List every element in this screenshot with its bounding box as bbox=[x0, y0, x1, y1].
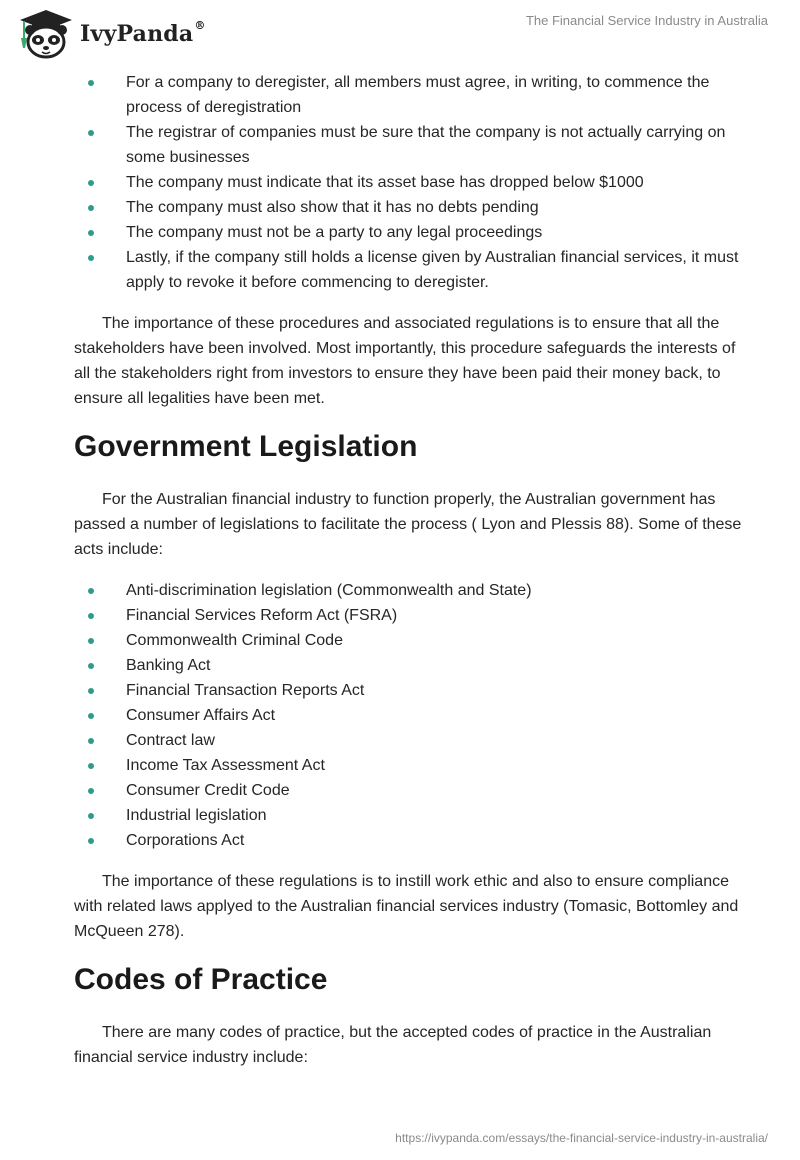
page-header bbox=[0, 0, 800, 64]
heading-codes-of-practice: Codes of Practice bbox=[74, 963, 328, 996]
bullet-icon bbox=[88, 588, 94, 594]
deregistration-list bbox=[74, 70, 754, 295]
list-item: Contract law bbox=[74, 728, 754, 753]
list-item: Industrial legislation bbox=[74, 803, 754, 828]
panda-graduate-icon[interactable] bbox=[16, 8, 76, 60]
bullet-icon bbox=[88, 813, 94, 819]
list-item: Financial Transaction Reports Act bbox=[74, 678, 754, 703]
brand-logo-text[interactable]: IvyPanda® bbox=[80, 18, 206, 47]
list-item: The company must not be a party to any legal proceedings bbox=[74, 220, 754, 245]
bullet-icon bbox=[88, 255, 94, 261]
paragraph-regulations-importance: The importance of these regulations is to instill work ethic and also to ensure compliance with related laws applyed to the Australian financial services industry (Tomasic, Bottomley and McQueen 278). bbox=[74, 873, 739, 940]
bullet-icon bbox=[88, 230, 94, 236]
list-item: The registrar of companies must be sure that the company is not actually carrying on some businesses bbox=[74, 120, 754, 170]
list-item: Financial Services Reform Act (FSRA) bbox=[74, 603, 754, 628]
bullet-icon bbox=[88, 80, 94, 86]
list-item: Lastly, if the company still holds a license given by Australian financial services, it must apply to revoke it before commencing to deregister. bbox=[74, 245, 754, 295]
list-item: Income Tax Assessment Act bbox=[74, 753, 754, 778]
list-item: For a company to deregister, all members must agree, in writing, to commence the process of deregistration bbox=[74, 70, 754, 120]
paragraph-legislation-intro: For the Australian financial industry to function properly, the Australian government has passed a number of legislations to facilitate the process ( Lyon and Plessis 88). Some of these acts include: bbox=[74, 491, 742, 558]
list-item: Consumer Credit Code bbox=[74, 778, 754, 803]
bullet-icon bbox=[88, 763, 94, 769]
bullet-icon bbox=[88, 838, 94, 844]
bullet-icon bbox=[88, 130, 94, 136]
list-item: Anti-discrimination legislation (Commonwealth and State) bbox=[74, 578, 754, 603]
list-item: The company must indicate that its asset base has dropped below $1000 bbox=[74, 170, 754, 195]
bullet-icon bbox=[88, 613, 94, 619]
list-item: The company must also show that it has no debts pending bbox=[74, 195, 754, 220]
bullet-icon bbox=[88, 638, 94, 644]
list-item: Consumer Affairs Act bbox=[74, 703, 754, 728]
article-body bbox=[74, 70, 754, 1070]
bullet-icon bbox=[88, 738, 94, 744]
legislation-list bbox=[74, 578, 754, 853]
bullet-icon bbox=[88, 688, 94, 694]
list-item: Commonwealth Criminal Code bbox=[74, 628, 754, 653]
bullet-icon bbox=[88, 713, 94, 719]
list-item: Banking Act bbox=[74, 653, 754, 678]
source-url-link[interactable]: https://ivypanda.com/essays/the-financial-service-industry-in-australia/ bbox=[395, 1131, 768, 1145]
bullet-icon bbox=[88, 180, 94, 186]
paragraph-codes-intro: There are many codes of practice, but the accepted codes of practice in the Australian financial service industry include: bbox=[74, 1024, 712, 1066]
heading-government-legislation: Government Legislation bbox=[74, 430, 418, 463]
document-title: The Financial Service Industry in Australia bbox=[525, 13, 768, 28]
bullet-icon bbox=[88, 788, 94, 794]
bullet-icon bbox=[88, 205, 94, 211]
paragraph-importance: The importance of these procedures and associated regulations is to ensure that all the stakeholders have been involved. Most importantly, this procedure safeguards the interests of all the stakeholders right from investors to ensure they have been paid their money back, to ensure all legalities have been met. bbox=[74, 315, 736, 407]
bullet-icon bbox=[88, 663, 94, 669]
list-item: Corporations Act bbox=[74, 828, 754, 853]
